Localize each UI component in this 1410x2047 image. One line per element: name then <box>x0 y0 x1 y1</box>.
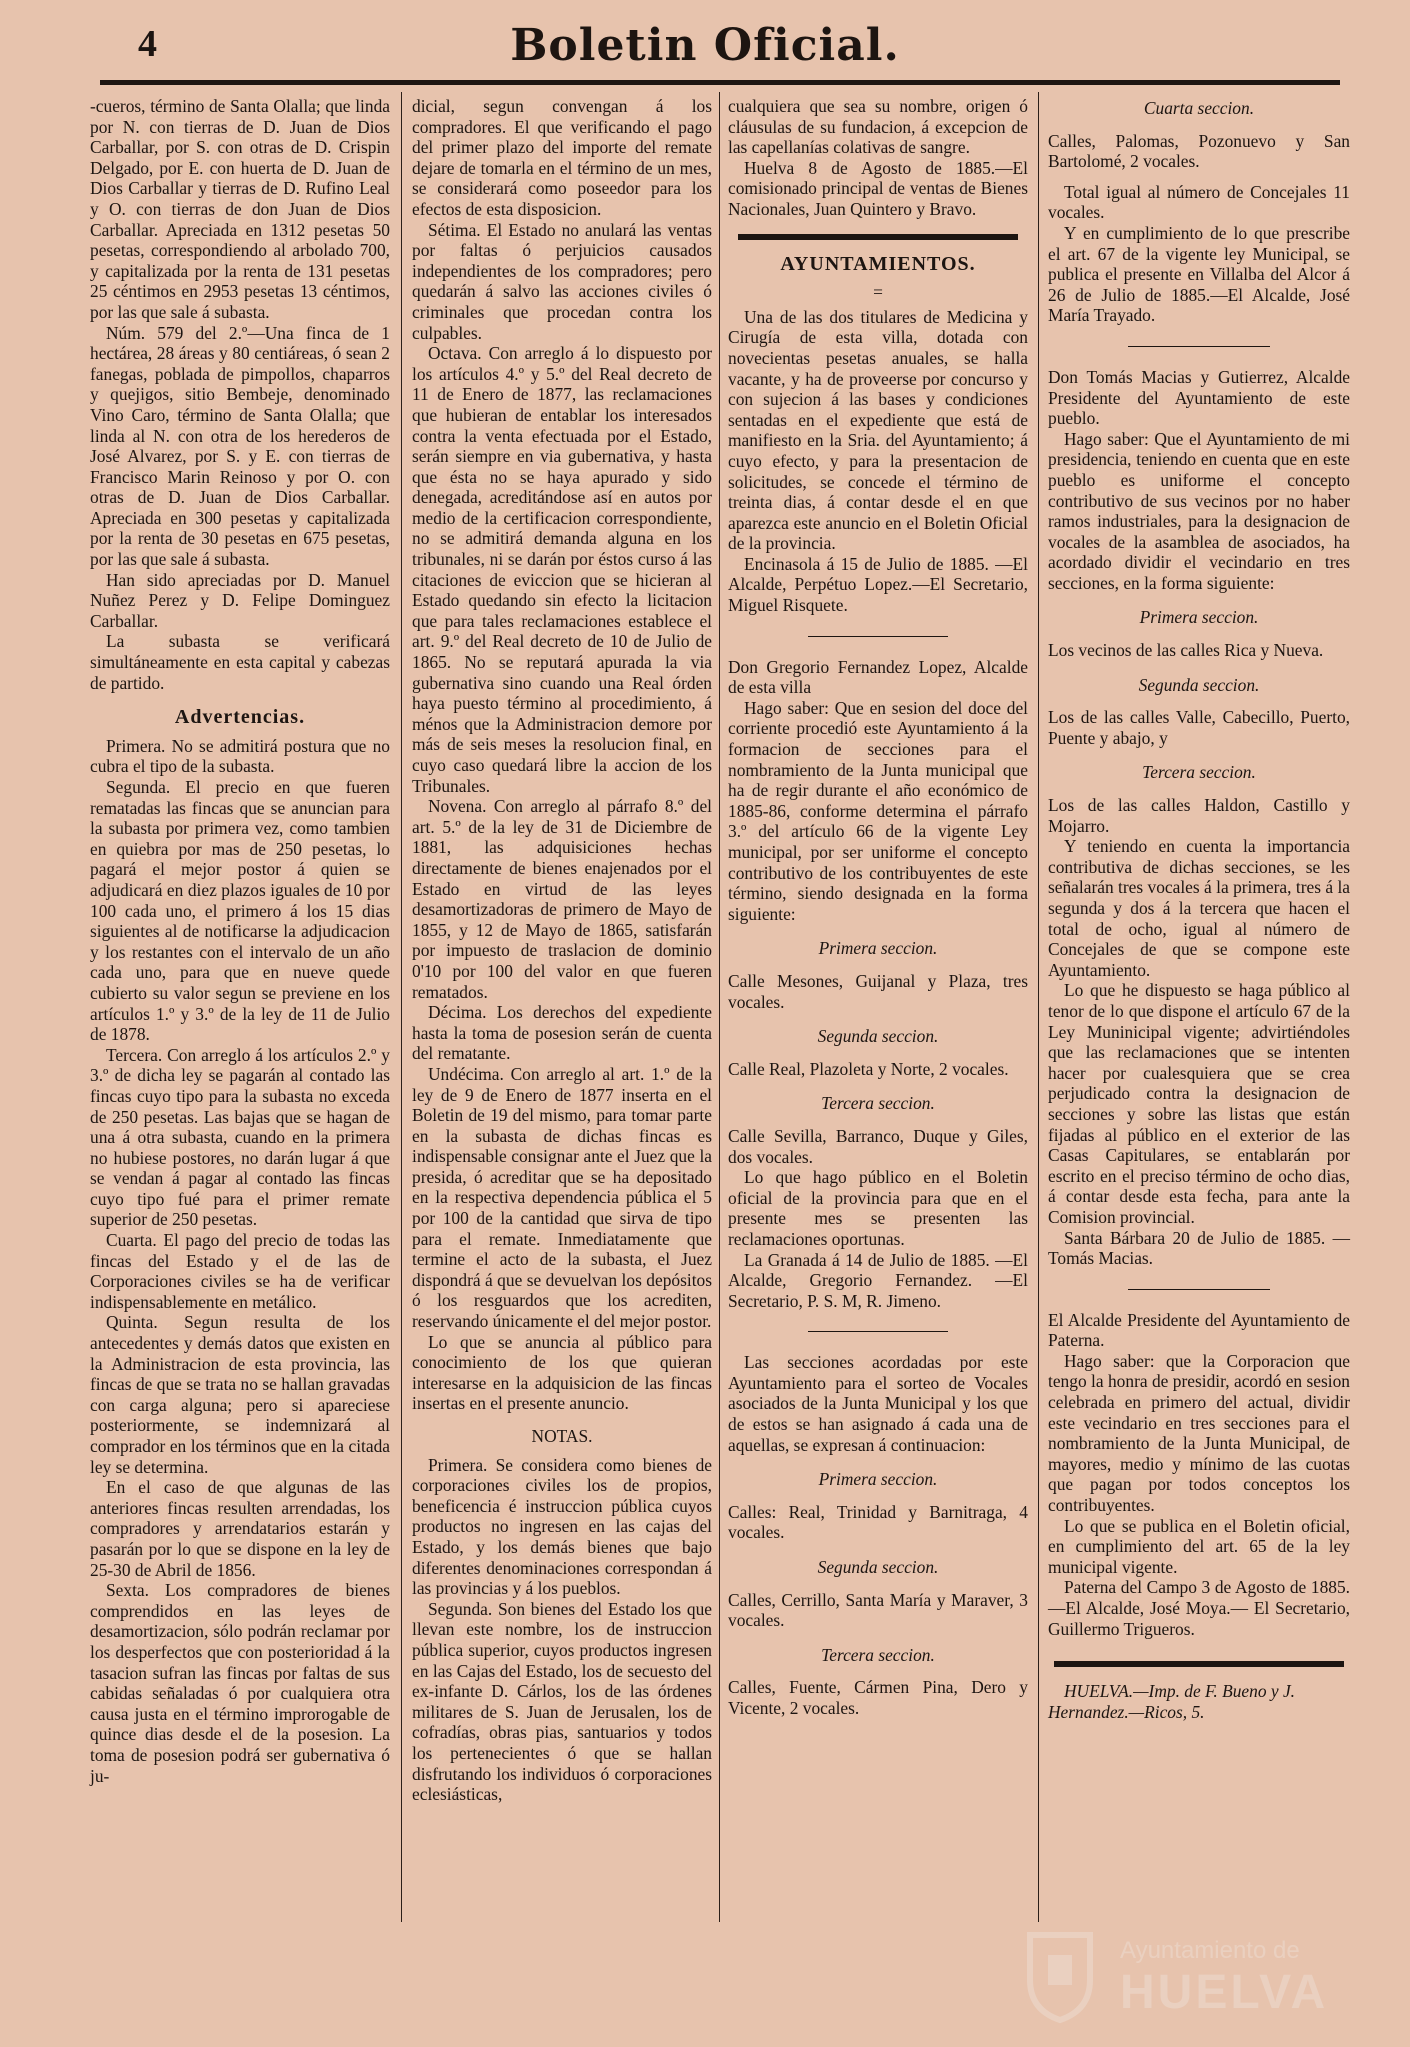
column-2 <box>412 96 712 1805</box>
paragraph: Segunda. Son bienes del Estado los que llevan este nombre, los de instruccion pública superior, cuyos productos ingresen en las Cajas del Estado, los de secuesto del ex-infante D. Cárlos, los de las órdenes militares de S. Juan de Jerusalen, los de cofradías, obras pias, santuarios y todos los pertenecientes ó que se hallan disfrutando los individuos ó corporaciones eclesiásticas, <box>412 1598 712 1805</box>
notice-divider <box>1128 1289 1270 1290</box>
paragraph: La subasta se verificará simultáneamente en esta capital y cabezas de partido. <box>90 631 390 693</box>
section-label: Primera seccion. <box>818 938 938 959</box>
watermark-text-top: Ayuntamiento de <box>1120 1937 1300 1964</box>
paragraph: Cuarta. El pago del precio de todas las fincas del Estado y el de las de Corporaciones civiles se ha de verificar indispensablemente en metálico. <box>90 1230 390 1312</box>
paragraph: La Granada á 14 de Julio de 1885. —El Alcalde, Gregorio Fernandez. —El Secretario, P. S. M, R. Jimeno. <box>728 1249 1028 1311</box>
watermark-seal <box>1010 1925 1340 2025</box>
paragraph: Y en cumplimiento de lo que prescribe el art. 67 de la vigente ley Municipal, se publica el presente en Villalba del Alcor á 26 de Julio de 1885.—El Alcalde, José María Trayado. <box>1048 222 1350 326</box>
paragraph: Sexta. Los compradores de bienes comprendidos en las leyes de desamortizacion, sólo podrán reclamar por los desperfectos que con posterioridad á la tasacion sufran las fincas por faltas de sus cabidas señaladas ó por cualquiera otra causa justa en el término improrogable de quince dias desde el de la posesion. La toma de posesion podrá ser gubernativa ó ju- <box>90 1580 390 1786</box>
paragraph: Y teniendo en cuenta la importancia contributiva de dichas secciones, se les señalarán tres vocales á la primera, tres á la segunda y dos á la tercera que hacen el total de ocho, igual al número de Concejales de que se compone este Ayuntamiento. <box>1048 836 1350 980</box>
paragraph: En el caso de que algunas de las anteriores fincas resulten arrendadas, los compradores y arrendatarios estarán y pasarán por lo que se dispone en la ley de 25-30 de Abril de 1856. <box>90 1477 390 1580</box>
paragraph: Lo que se anuncia al público para conocimiento de los que quieran interesarse en la adquisicion de las fincas insertas en el presente anuncio. <box>412 1331 712 1414</box>
column-divider <box>401 92 402 1922</box>
paragraph: Calle Mesones, Guijanal y Plaza, tres vocales. <box>728 970 1028 1012</box>
paragraph: cualquiera que sea su nombre, origen ó cláusulas de su fundacion, á excepcion de las capellanías colativas de sangre. <box>728 96 1028 158</box>
paragraph: Quinta. Segun resulta de los antecedentes y demás datos que existen en la Administracion de esta provincia, las fincas de que se trata no se hallan gravadas con carga alguna; pero si apareciese posteriormente, se indemnizará al comprador en los términos que en la citada ley se determina. <box>90 1312 390 1477</box>
paragraph: Calle Real, Plazoleta y Norte, 2 vocales. <box>728 1058 1009 1079</box>
column-divider <box>1038 92 1039 1922</box>
paragraph: Huelva 8 de Agosto de 1885.—El comisionado principal de ventas de Bienes Nacionales, Juan Quintero y Bravo. <box>728 157 1028 219</box>
paragraph: Hago saber: que la Corporacion que tengo la honra de presidir, acordó en sesion celebrada en primero del actual, dividir este vecindario en tres secciones para el nombramiento de la Junta Municipal, de mayores, medio y mínimo de las cuotas que pagan por todos conceptos los contribuyentes. <box>1048 1350 1350 1516</box>
paragraph: Don Gregorio Fernandez Lopez, Alcalde de esta villa <box>728 656 1028 698</box>
paragraph: Los vecinos de las calles Rica y Nueva. <box>1048 640 1324 661</box>
page-number: 4 <box>138 23 157 65</box>
paragraph: Paterna del Campo 3 de Agosto de 1885.—El Alcalde, José Moya.— El Secretario, Guillermo Trigueros. <box>1048 1577 1350 1639</box>
column-4 <box>1048 96 1350 1722</box>
city-crest-icon <box>1010 1925 1110 2025</box>
paragraph: Tercera. Con arreglo á los artículos 2.º y 3.º de dicha ley se pagarán al contado las fincas cuyo tipo para la subasta no exceda de 250 pesetas. Las bajas que se hagan de una á otra subasta, cuando en la primera no hubiese postores, no darán lugar á que se vendan á pagar al contado las fincas cuyo tipo fué para el primer remate superior de 250 pesetas. <box>90 1044 390 1230</box>
paragraph: Segunda. El precio en que fueren rematadas las fincas que se anuncian para la subasta por primera vez, como tambien en quiebra por mas de 250 pesetas, lo pagará el mejor postor á quien se adjudicará en diez plazos iguales de 10 por 100 cada uno, el primero á los 15 dias siguientes al de notificarse la adjudicacion y los restantes con el intervalo de un año cada uno, para que en nueve quede cubierto su valor segun se previene en los artículos 1.º y 3.º de la ley de 11 de Julio de 1878. <box>90 777 390 1045</box>
paragraph: Calle Sevilla, Barranco, Duque y Giles, dos vocales. <box>728 1125 1028 1167</box>
paragraph: Undécima. Con arreglo al art. 1.º de la ley de 9 de Enero de 1877 inserta en el Boletin de 19 del mismo, para tomar parte en la subasta de dichas fincas es indispensable consignar ante el Juez que la presida, ó acreditar que se ha depositado en la respectiva dependencia pública el 5 por 100 de la cantidad que sirva de tipo para el remate. Inmediatamente que termine el acto de la subasta, el Juez dispondrá á que se devuelvan los depósitos ó los resguardos que los acrediten, reservando únicamente el del mejor postor. <box>412 1063 712 1332</box>
paragraph: Calles: Real, Trinidad y Barnitraga, 4 vocales. <box>728 1501 1028 1543</box>
column-divider <box>719 92 720 1922</box>
paragraph: Sétima. El Estado no anulará las ventas por faltas ó perjuicios causados independientes de los compradores; pero quedarán á salvo las acciones civiles ó criminales que procedan contra los culpables. <box>412 219 712 343</box>
section-label: Tercera seccion. <box>821 1644 935 1665</box>
paragraph: Hago saber: Que el Ayuntamiento de mi presidencia, teniendo en cuenta que en este pueblo es uniforme el concepto contributivo de sus vecinos por no haber ramos industriales, para la designacion de vocales de la asamblea de asociados, ha acordado dividir el vecindario en tres secciones, en la forma siguiente: <box>1048 428 1350 593</box>
paragraph: Los de las calles Haldon, Castillo y Mojarro. <box>1048 795 1350 836</box>
paragraph: El Alcalde Presidente del Ayuntamiento de Paterna. <box>1048 1309 1350 1351</box>
paragraph: Hago saber: Que en sesion del doce del corriente procedió este Ayuntamiento á la formacion de secciones para el nombramiento de la Junta municipal que ha de regir durante el año económico de 1885-86, conforme determina el párrafo 3.º del artículo 66 de la vigente Ley municipal, por ser uniforme el concepto contributivo de los contribuyentes de este término, siendo designada en la forma siguiente: <box>728 697 1028 924</box>
paragraph: dicial, segun convengan á los compradores. El que verificando el pago del primer plazo del importe del remate dejare de tomarla en el término de un mes, se considerará como poseedor para los efectos de esta disposicion. <box>412 96 712 219</box>
section-label: Tercera seccion. <box>1142 762 1256 783</box>
printer-imprint: HUELVA.—Imp. de F. Bueno y J. Hernandez.—Ricos, 5. <box>1048 1681 1296 1722</box>
paragraph: Octava. Con arreglo á lo dispuesto por los artículos 4.º y 5.º del Real decreto de 11 de Enero de 1877, las reclamaciones que hubieran de entablar los interesados contra la venta efectuada por el Estado, serán siempre en via gubernativa, y hasta que ésta no se haya apurado y sido denegada, acreditándose así en autos por medio de la certificacion correspondiente, no se admitirá demanda alguna en los tribunales, ni se darán por éstos curso á las citaciones de eviccion que se hicieran al Estado quedando sin efecto la licitacion que para tales reclamaciones establece el art. 9.º del Real decreto de 10 de Julio de 1865. No se reputará apurada la via gubernativa sino cuando una Real órden haya puesto término al procedimiento, á ménos que la Administracion demore por más de seis meses la resolucion final, en cuyo caso quedará libre la accion de los Tribunales. <box>412 343 712 796</box>
heading-separator: = <box>873 282 883 303</box>
header-rule <box>100 80 1340 85</box>
paragraph: Calles, Palomas, Pozonuevo y San Bartolomé, 2 vocales. <box>1048 130 1350 172</box>
footer-rule <box>1054 1661 1344 1667</box>
paragraph: Primera. Se considera como bienes de corporaciones civiles los de propios, beneficencia é instruccion pública cuyos productos no ingresen en las cajas del Estado, y los demás bienes que bajo diferentes denominaciones correspondan á las provincias y á los pueblos. <box>412 1454 712 1599</box>
paragraph: Don Tomás Macias y Gutierrez, Alcalde Presidente del Ayuntamiento de este pueblo. <box>1048 366 1350 429</box>
paragraph: Lo que hago público en el Boletin oficial de la provincia para que en el presente mes se presenten las reclamaciones oportunas. <box>728 1167 1028 1249</box>
paragraph: Total igual al número de Concejales 11 vocales. <box>1048 181 1350 223</box>
notice-divider <box>1128 346 1270 347</box>
notes-heading: NOTAS. <box>531 1426 593 1446</box>
section-label: Segunda seccion. <box>817 1026 939 1047</box>
paragraph: Una de las dos titulares de Medicina y Cirugía de esta villa, dotada con novecientas pesetas anuales, se halla vacante, y ha de proveerse por concurso y con sujecion á las bases y condiciones sentadas en el expediente que está de manifiesto en la Sria. del Ayuntamiento; á cuyo efecto, y para la presentacion de solicitudes, se concede el término de treinta dias, á contar desde el en que aparezca este anuncio en el Boletin Oficial de la provincia. <box>728 306 1028 554</box>
paragraph: Primera. No se admitirá postura que no cubra el tipo de la subasta. <box>90 735 390 777</box>
section-heading: Advertencias. <box>174 706 306 729</box>
notice-divider <box>808 636 948 637</box>
paragraph: Encinasola á 15 de Julio de 1885. —El Alcalde, Perpétuo Lopez.—El Secretario, Miguel Risquete. <box>728 553 1028 616</box>
paragraph: Décima. Los derechos del expediente hasta la toma de posesion serán de cuenta del rematante. <box>412 1002 712 1064</box>
paragraph: Las secciones acordadas por este Ayuntamiento para el sorteo de Vocales asociados de la Junta Municipal y los que de estos se han asignado á cada una de aquellas, se expresan á continuacion: <box>728 1352 1028 1455</box>
column-3 <box>728 96 1028 1719</box>
section-label: Primera seccion. <box>1139 607 1259 628</box>
watermark-text-main: HUELVA <box>1120 1966 1329 2019</box>
section-label: Cuarta seccion. <box>1143 98 1255 118</box>
paragraph: Lo que he dispuesto se haga público al tenor de lo que dispone el artículo 67 de la Ley Muninicipal vigente; advirtiéndoles que las reclamaciones que se intenten hacer por cualesquiera que se crea perjudicado contra la designacion de secciones y sobre las listas que están fijadas al público en el exterior de las Casas Capitulares, se entablarán por escrito en el preciso término de ocho dias, á contar desde esta fecha, para ante la Comision provincial. <box>1048 980 1350 1227</box>
section-heading: AYUNTAMIENTOS. <box>780 252 976 275</box>
paragraph: -cueros, término de Santa Olalla; que linda por N. con tierras de D. Juan de Dios Carballar, por S. con otras de D. Crispin Delgado, por E. con huerta de D. Juan de Dios Carballar y tierras de D. Rufino Leal y O. con tierras de don Juan de Dios Carballar. Apreciada en 1312 pesetas 50 pesetas, correspondiendo al arbolado 700, y capitalizada por la renta de 131 pesetas 25 céntimos en 2953 pesetas 13 céntimos, por las que sale á subasta. <box>90 96 390 322</box>
section-label: Segunda seccion. <box>817 1557 939 1578</box>
page-title: Boletin Oficial. <box>510 20 900 71</box>
paragraph: Calles, Cerrillo, Santa María y Maraver, 3 vocales. <box>728 1589 1028 1631</box>
column-1 <box>90 96 390 1786</box>
paragraph: Núm. 579 del 2.º—Una finca de 1 hectárea, 28 áreas y 80 centiáreas, ó sean 2 fanegas, poblada de pimpollos, chaparros y quejigos, sitio Bembeje, denominado Vino Caro, término de Santa Olalla; que linda al N. con otra de los herederos de José Alvarez, por S. y E. con tierras de Francisco Marin Reinoso y por O. con otras de D. Juan de Dios Carballar. Apreciada en 300 pesetas y capitalizada por la renta de 30 pesetas en 675 pesetas, por las que sale á subasta. <box>90 322 390 570</box>
section-rule <box>738 234 1018 240</box>
paragraph: Novena. Con arreglo al párrafo 8.º del art. 5.º de la ley de 31 de Diciembre de 1881, las adquisiciones hechas directamente de bienes enajenados por el Estado en virtud de las leyes desamortizadoras de primero de Mayo de 1855, y 12 de Mayo de 1865, satisfarán por impuesto de traslacion de dominio 0'10 por 100 del valor en que fueren rematados. <box>412 796 712 1002</box>
paragraph: Calles, Fuente, Cármen Pina, Dero y Vicente, 2 vocales. <box>728 1677 1028 1718</box>
notice-divider <box>808 1331 948 1332</box>
paragraph: Lo que se publica en el Boletin oficial, en cumplimiento del art. 65 de la ley municipal vigente. <box>1048 1515 1350 1577</box>
section-label: Tercera seccion. <box>821 1093 935 1114</box>
paragraph: Santa Bárbara 20 de Julio de 1885. —Tomás Macias. <box>1048 1227 1350 1269</box>
paragraph: Los de las calles Valle, Cabecillo, Puerto, Puente y abajo, y <box>1048 707 1350 748</box>
section-label: Primera seccion. <box>818 1469 938 1490</box>
section-label: Segunda seccion. <box>1138 674 1260 695</box>
paragraph: Han sido apreciadas por D. Manuel Nuñez Perez y D. Felipe Dominguez Carballar. <box>90 569 390 631</box>
